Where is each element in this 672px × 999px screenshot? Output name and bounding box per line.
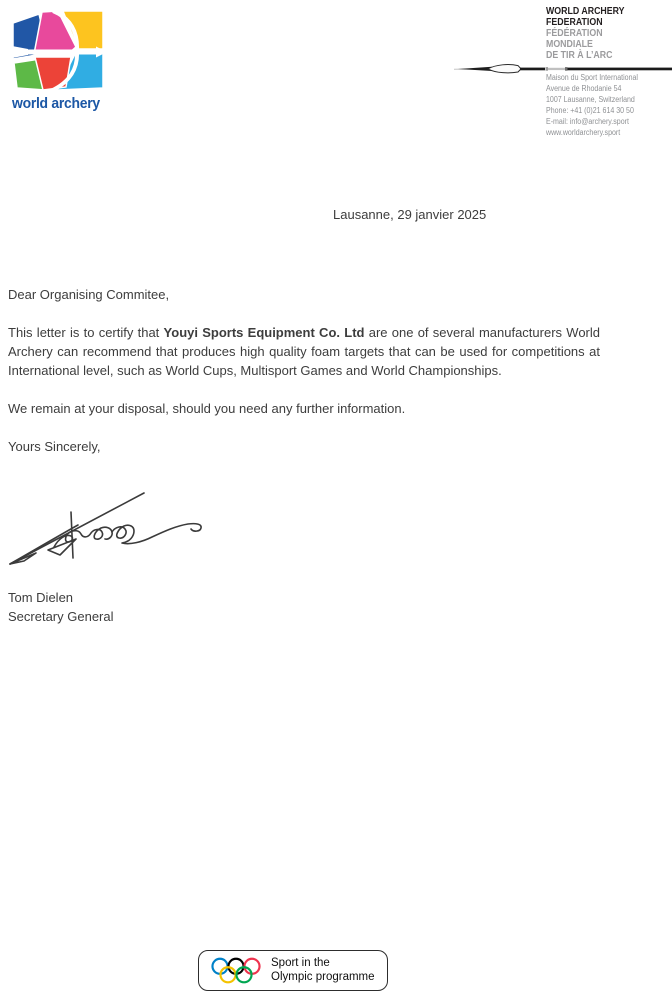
org-name-en-line2: FEDERATION: [546, 17, 603, 28]
address-line: E-mail: info@archery.sport: [546, 117, 629, 126]
address-line: Avenue de Rhodanie 54: [546, 84, 622, 93]
paragraph-text: This letter is to certify that: [8, 325, 164, 340]
letter-body: [8, 285, 600, 475]
paragraph-disposal: We remain at your disposal, should you need any further information.: [8, 401, 406, 416]
org-name-fr-line2: MONDIALE: [546, 39, 593, 50]
badge-text: [271, 957, 375, 984]
org-name-block: [546, 6, 625, 61]
dateline: Lausanne, 29 janvier 2025: [333, 207, 487, 222]
badge-text-line1: Sport in the: [271, 957, 330, 969]
org-name-fr-line1: FÉDÉRATION: [546, 28, 603, 39]
paragraph-text: are one of several manufacturers World Archery can recommend that produces high quality foam targets that can be used for competitions at International level, such as World Cups, Multisport Games and World Championships.: [8, 325, 600, 378]
signer-name: Tom Dielen: [8, 590, 74, 605]
address-line: Maison du Sport International: [546, 73, 638, 82]
olympic-programme-badge: [198, 950, 388, 991]
address-line: 1007 Lausanne, Switzerland: [546, 95, 635, 104]
address-block: [546, 72, 638, 138]
signature-icon: [2, 484, 216, 576]
world-archery-wordmark: world archery: [12, 95, 100, 112]
address-line: www.worldarchery.sport: [546, 128, 621, 137]
badge-text-line2: Olympic programme: [271, 970, 375, 983]
address-line: Phone: +41 (0)21 614 30 50: [546, 106, 634, 115]
org-name-en-line1: WORLD ARCHERY: [546, 6, 625, 17]
paragraph-certification: [8, 323, 600, 380]
valediction: Yours Sincerely,: [8, 439, 101, 454]
signature: [2, 484, 216, 576]
signer-block: [8, 588, 114, 626]
company-name: Youyi Sports Equipment Co. Ltd: [163, 325, 365, 340]
world-archery-logo-icon: [12, 11, 104, 91]
signer-title: Secretary General: [8, 609, 114, 624]
olympic-rings-icon: [209, 955, 263, 987]
salutation: Dear Organising Commitee,: [8, 287, 170, 302]
world-archery-logo: [12, 11, 122, 112]
org-name-fr-line3: DE TIR À L’ARC: [546, 50, 613, 61]
